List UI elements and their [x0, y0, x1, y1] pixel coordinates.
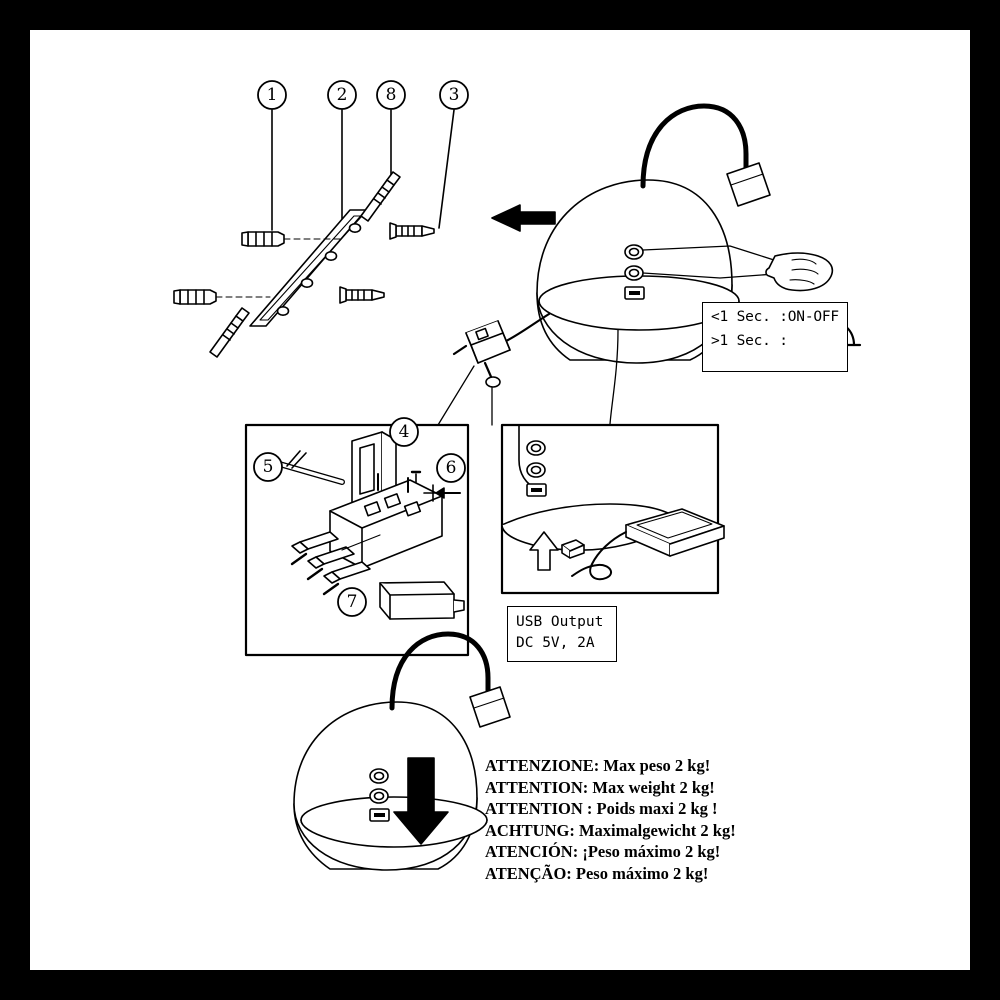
part-number-6: 6 — [445, 458, 457, 478]
usb-note-line-1: USB Output — [516, 614, 604, 630]
warning-line-es: ATENCIÓN: ¡Peso máximo 2 kg! — [485, 842, 721, 861]
part-number-3: 3 — [448, 85, 460, 105]
warning-line-fr: ATTENTION : Poids maxi 2 kg ! — [485, 799, 718, 818]
switch-legend-line-1: <1 Sec. :ON-OFF — [711, 309, 839, 325]
instruction-sheet — [30, 30, 970, 970]
warning-line-de: ACHTUNG: Maximalgewicht 2 kg! — [485, 820, 736, 840]
part-number-8: 8 — [385, 85, 397, 105]
warning-line-pt: ATENÇÃO: Peso máximo 2 kg! — [485, 863, 709, 883]
weight-warning-block — [485, 755, 905, 884]
part-number-5: 5 — [262, 457, 274, 477]
part-number-4: 4 — [398, 422, 410, 442]
warning-line-en: ATTENTION: Max weight 2 kg! — [485, 777, 715, 797]
switch-legend-line-2: >1 Sec. : — [711, 333, 788, 349]
usb-output-note-box — [507, 606, 617, 662]
usb-note-line-2: DC 5V, 2A — [516, 635, 595, 651]
part-number-1: 1 — [266, 85, 278, 105]
part-number-7: 7 — [346, 592, 358, 612]
part-number-2: 2 — [336, 85, 348, 105]
warning-line-it: ATTENZIONE: Max peso 2 kg! — [485, 756, 711, 775]
switch-timing-legend-box — [702, 302, 848, 372]
